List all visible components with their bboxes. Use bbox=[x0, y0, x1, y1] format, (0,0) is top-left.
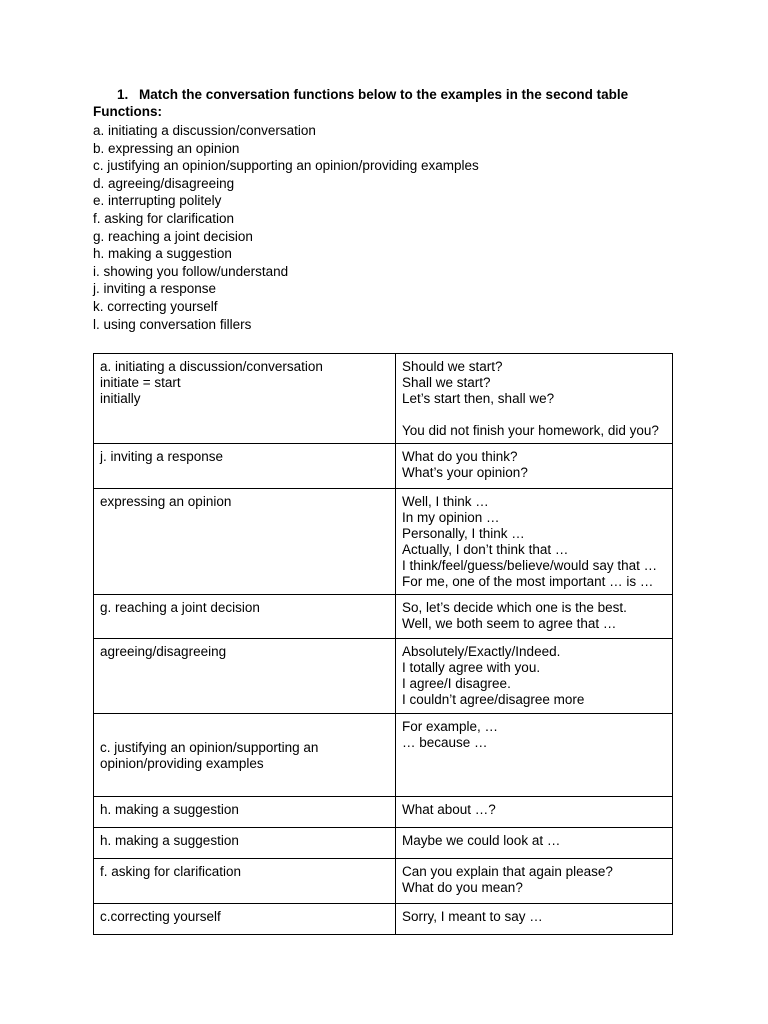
cell-line: c.correcting yourself bbox=[100, 909, 221, 924]
cell-line: h. making a suggestion bbox=[100, 802, 239, 817]
cell-line: Well, I think … bbox=[402, 494, 489, 509]
example-cell bbox=[396, 904, 673, 935]
function-item: c. justifying an opinion/supporting an opinion/providing examples bbox=[93, 158, 479, 174]
cell-line: Shall we start? bbox=[402, 375, 491, 390]
function-item: i. showing you follow/understand bbox=[93, 263, 289, 279]
table-row bbox=[94, 639, 673, 714]
cell-line: Let’s start then, shall we? bbox=[402, 391, 555, 406]
function-item: l. using conversation fillers bbox=[93, 316, 252, 332]
function-item: h. making a suggestion bbox=[93, 246, 232, 262]
example-cell bbox=[396, 354, 673, 444]
instruction-text: Match the conversation functions below to the examples in the second table bbox=[139, 87, 629, 102]
cell-line: So, let’s decide which one is the best. bbox=[402, 600, 627, 615]
examples-table bbox=[93, 353, 673, 935]
blank-line bbox=[402, 407, 666, 423]
cell-line: I think/feel/guess/believe/would say that … bbox=[402, 558, 658, 573]
cell-line: Well, we both seem to agree that … bbox=[402, 616, 617, 631]
cell-line: What’s your opinion? bbox=[402, 465, 528, 480]
cell-line: initiate = start bbox=[100, 375, 181, 390]
function-cell bbox=[94, 797, 396, 828]
cell-line: What about …? bbox=[402, 802, 496, 817]
example-cell bbox=[396, 639, 673, 714]
function-item: d. agreeing/disagreeing bbox=[93, 175, 235, 191]
function-item: e. interrupting politely bbox=[93, 193, 222, 209]
cell-line: Sorry, I meant to say … bbox=[402, 909, 543, 924]
function-item: a. initiating a discussion/conversation bbox=[93, 123, 316, 138]
table-row bbox=[94, 444, 673, 489]
cell-line: For me, one of the most important … is … bbox=[402, 574, 654, 589]
example-cell bbox=[396, 797, 673, 828]
cell-line: a. initiating a discussion/conversation bbox=[100, 359, 323, 374]
instruction-heading bbox=[117, 87, 628, 102]
cell-line: h. making a suggestion bbox=[100, 833, 239, 848]
cell-line: Should we start? bbox=[402, 359, 503, 374]
cell-line: Can you explain that again please? bbox=[402, 864, 613, 879]
cell-line: I totally agree with you. bbox=[402, 660, 541, 675]
function-cell bbox=[94, 904, 396, 935]
cell-line: c. justifying an opinion/supporting an bbox=[100, 739, 319, 755]
example-cell bbox=[396, 489, 673, 595]
cell-line: opinion/providing examples bbox=[100, 755, 264, 771]
cell-line: j. inviting a response bbox=[100, 449, 224, 464]
function-cell bbox=[94, 828, 396, 859]
table-row bbox=[94, 354, 673, 444]
example-cell bbox=[396, 714, 673, 797]
function-item: j. inviting a response bbox=[93, 281, 217, 297]
cell-line: Absolutely/Exactly/Indeed. bbox=[402, 644, 561, 659]
cell-line: For example, … bbox=[402, 719, 499, 734]
cell-line: I couldn’t agree/disagree more bbox=[402, 692, 585, 707]
cell-line: g. reaching a joint decision bbox=[100, 600, 260, 615]
table-row bbox=[94, 714, 673, 797]
cell-line: I agree/I disagree. bbox=[402, 676, 511, 691]
function-list bbox=[93, 122, 479, 333]
function-cell bbox=[94, 354, 396, 444]
example-cell bbox=[396, 859, 673, 904]
table-row bbox=[94, 904, 673, 935]
cell-line: f. asking for clarification bbox=[100, 864, 242, 879]
function-item: k. correcting yourself bbox=[93, 298, 218, 314]
cell-line: Maybe we could look at … bbox=[402, 833, 561, 848]
cell-line: expressing an opinion bbox=[100, 494, 232, 509]
table-row bbox=[94, 828, 673, 859]
function-cell bbox=[94, 714, 396, 797]
cell-line: initially bbox=[100, 391, 141, 406]
example-cell bbox=[396, 595, 673, 639]
function-cell bbox=[94, 639, 396, 714]
function-cell bbox=[94, 859, 396, 904]
function-cell bbox=[94, 444, 396, 489]
cell-line: What do you think? bbox=[402, 449, 518, 464]
cell-line: … because … bbox=[402, 735, 488, 750]
cell-line: What do you mean? bbox=[402, 880, 523, 895]
cell-line: You did not finish your homework, did you? bbox=[402, 423, 659, 438]
table-row bbox=[94, 797, 673, 828]
function-cell bbox=[94, 595, 396, 639]
table-row bbox=[94, 489, 673, 595]
function-cell bbox=[94, 489, 396, 595]
function-item: f. asking for clarification bbox=[93, 210, 235, 226]
cell-line: In my opinion … bbox=[402, 510, 500, 525]
instruction-number: 1. bbox=[117, 87, 129, 102]
table-row bbox=[94, 859, 673, 904]
function-item: g. reaching a joint decision bbox=[93, 228, 253, 244]
cell-line: Personally, I think … bbox=[402, 526, 525, 541]
cell-line: Actually, I don’t think that … bbox=[402, 542, 569, 557]
example-cell bbox=[396, 828, 673, 859]
example-cell bbox=[396, 444, 673, 489]
table-row bbox=[94, 595, 673, 639]
cell-line: agreeing/disagreeing bbox=[100, 644, 227, 659]
function-item: b. expressing an opinion bbox=[93, 140, 240, 156]
functions-title: Functions: bbox=[93, 104, 162, 119]
